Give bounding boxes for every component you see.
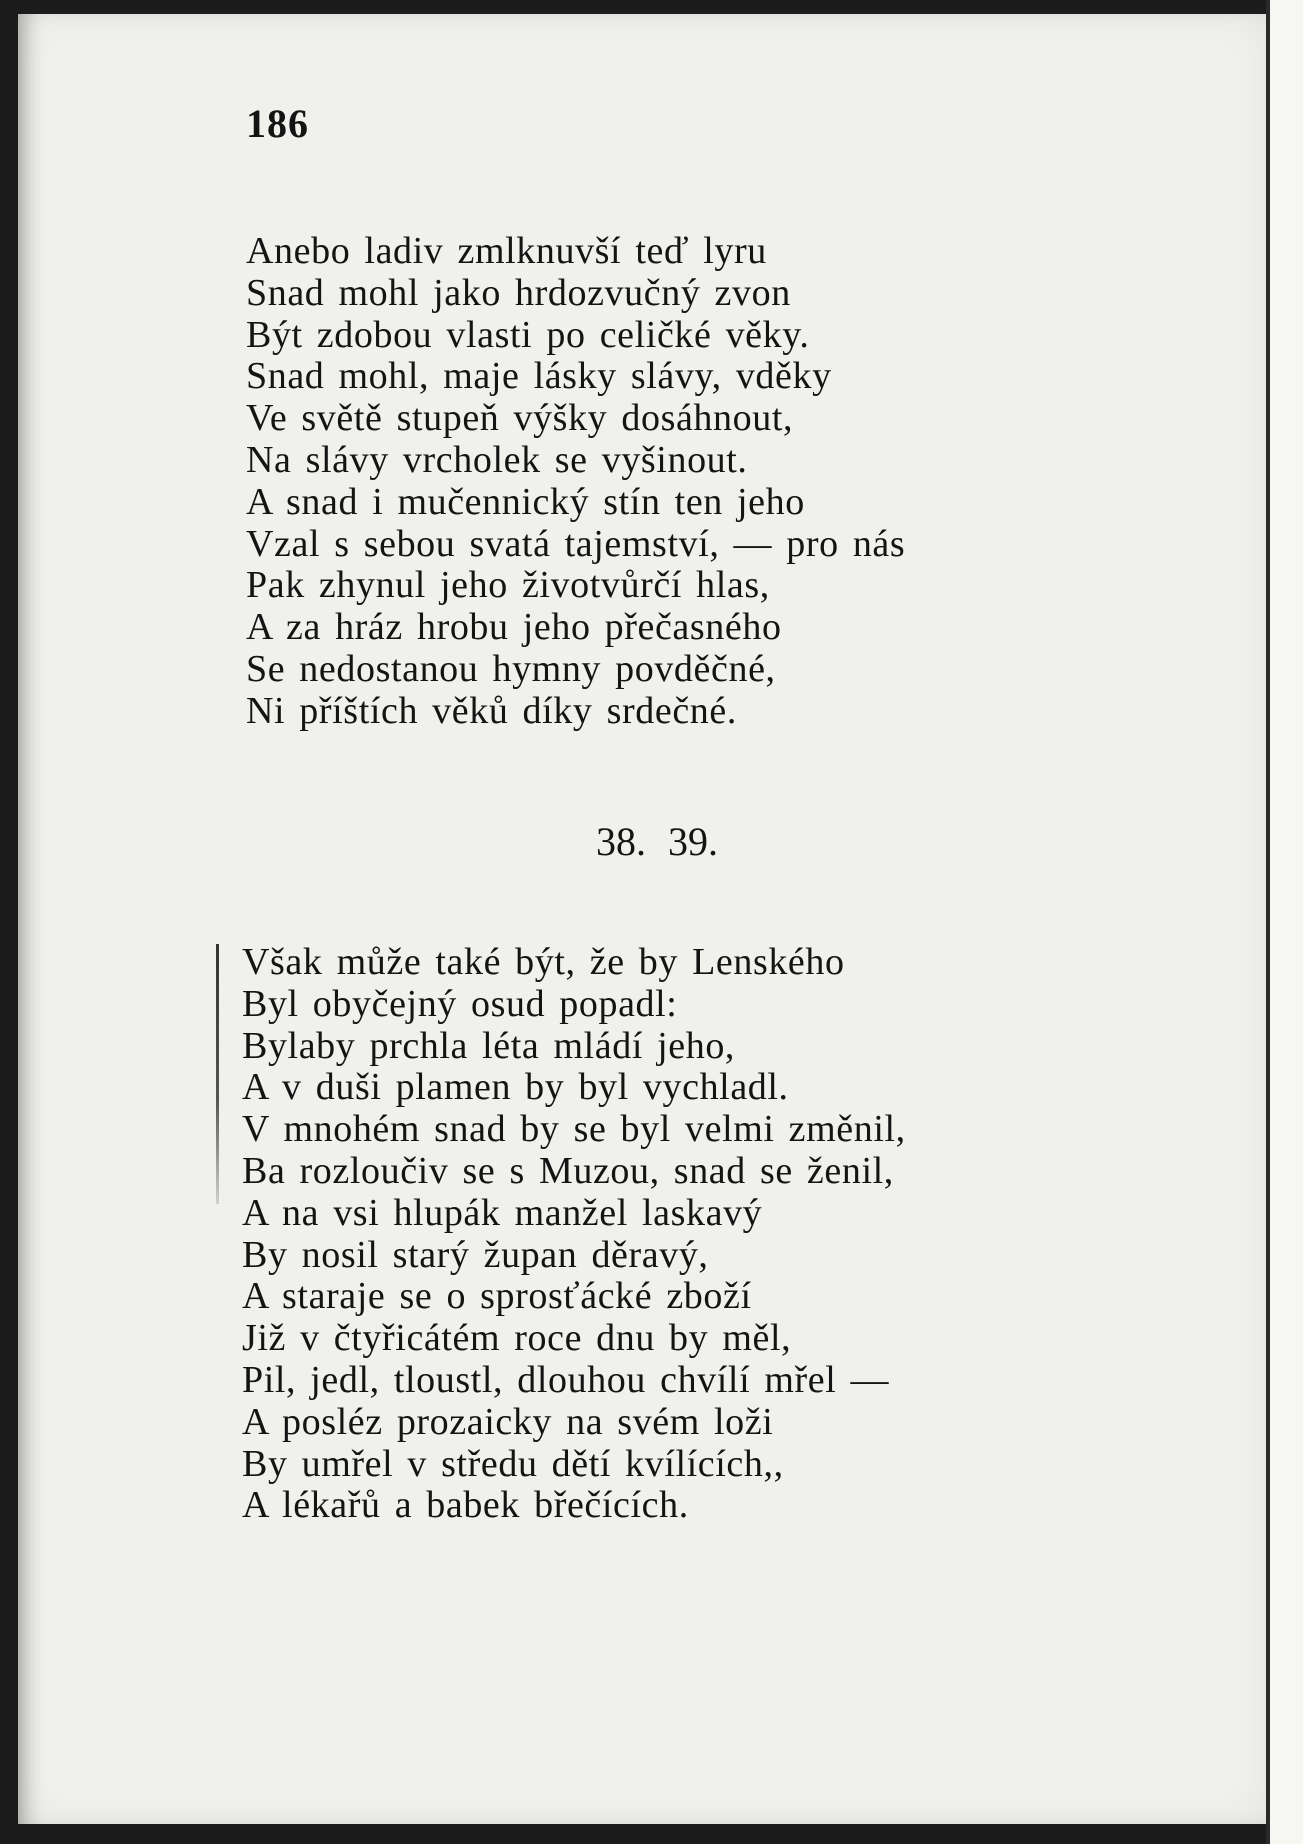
stanza-line: By nosil starý župan děravý, xyxy=(242,1233,709,1276)
stanza-line: Snad mohl jako hrdozvučný zvon xyxy=(246,271,791,314)
stanza-line: Snad mohl, maje lásky slávy, vděky xyxy=(246,355,832,398)
stanza-line: V mnohém snad by se byl velmi změnil, xyxy=(242,1108,906,1151)
stanza-line: A na vsi hlupák manžel laskavý xyxy=(242,1191,763,1234)
stanza-line: Bylaby prchla léta mládí jeho, xyxy=(242,1024,736,1067)
page-edge xyxy=(1266,0,1303,1844)
stanza-line: Vzal s sebou svatá tajemství, — pro nás xyxy=(246,522,906,565)
stanza-line: Však může také být, že by Lenského xyxy=(242,941,845,983)
stanza-line: Byl obyčejný osud popadl: xyxy=(242,982,678,1025)
stanza-line: Se nedostanou hymny povděčné, xyxy=(246,647,776,690)
stanza-line: Ba rozloučiv se s Muzou, snad se ženil, xyxy=(242,1149,894,1192)
stanza-1 xyxy=(246,231,905,733)
stanza-line: A za hráz hrobu jeho přečasného xyxy=(246,606,782,649)
margin-bracket-mark xyxy=(216,944,219,1204)
stanza-line: A lékařů a babek břečících. xyxy=(242,1484,689,1527)
stanza-line: Na slávy vrcholek se vyšinout. xyxy=(246,438,748,481)
stanza-line: Být zdobou vlasti po celičké věky. xyxy=(246,313,810,356)
stanza-line: A snad i mučennický stín ten jeho xyxy=(246,480,805,523)
stanza-line: Ni příštích věků díky srdečné. xyxy=(246,689,737,732)
stanza-line: Pil, jedl, tloustl, dlouhou chvílí mřel — xyxy=(242,1358,890,1401)
stanza-line: Ve světě stupeň výšky dosáhnout, xyxy=(246,397,794,440)
stanza-line: Pak zhynul jeho životvůrčí hlas, xyxy=(246,564,770,607)
stanza-line: A staraje se o sprosťácké zboží xyxy=(242,1275,752,1318)
stanza-line: A posléz prozaicky na svém loži xyxy=(242,1400,774,1443)
page-number: 186 xyxy=(246,101,309,146)
stanza-line: A v duši plamen by byl vychladl. xyxy=(242,1066,789,1109)
stanza-line: Již v čtyřicátém roce dnu by měl, xyxy=(242,1317,792,1360)
stanza-line: By umřel v středu dětí kvílících,, xyxy=(242,1442,784,1485)
stanza-2 xyxy=(242,942,906,1527)
section-heading: 38. 39. xyxy=(596,819,718,864)
stanza-line: Anebo ladiv zmlknuvší teď lyru xyxy=(246,230,767,272)
